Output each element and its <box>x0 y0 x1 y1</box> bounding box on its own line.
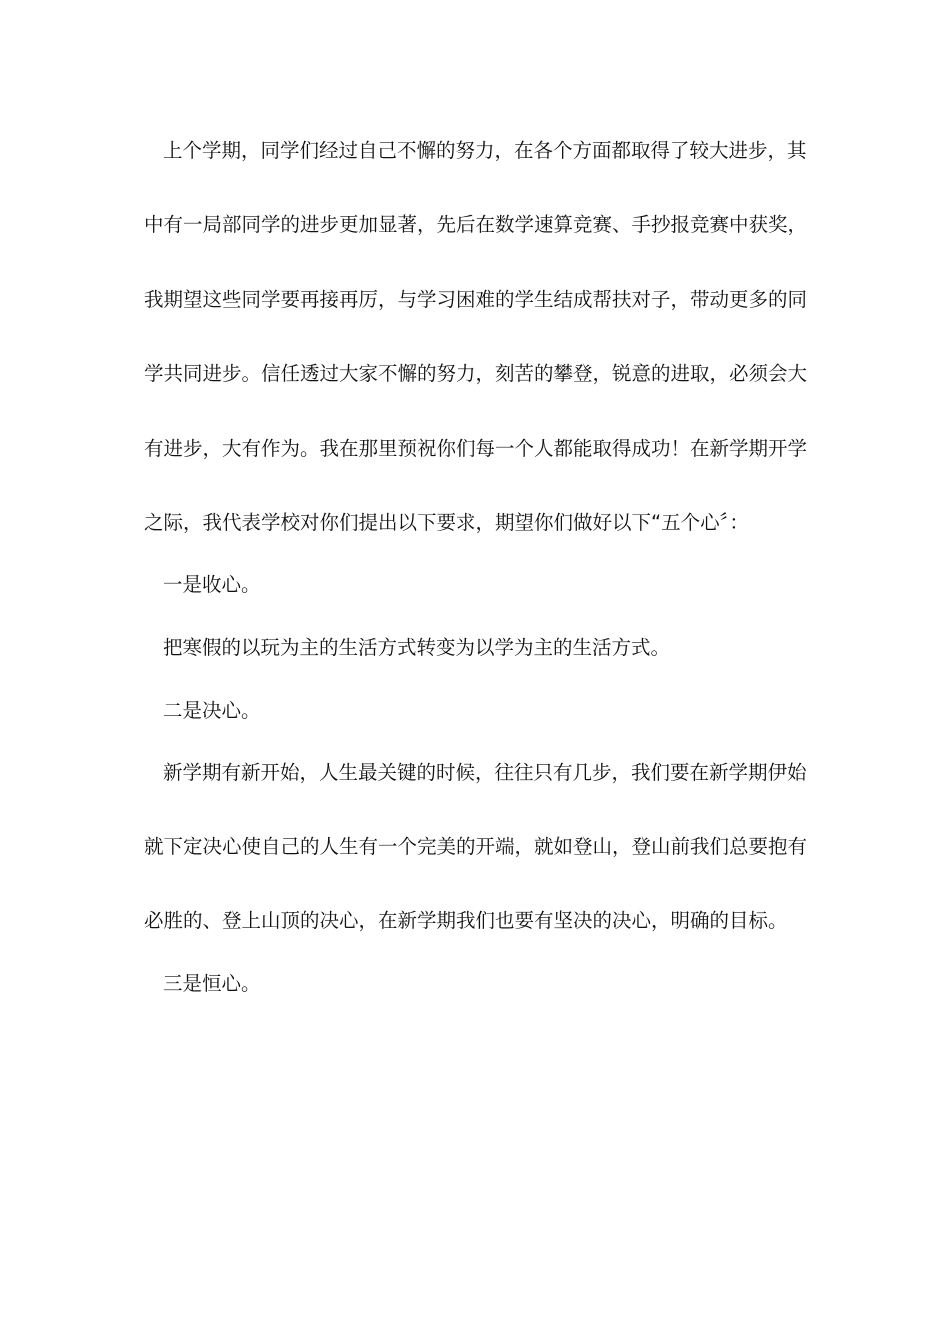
paragraph-1-line-4: 学共同进步。信任透过大家不懈的努力，刻苦的攀登，锐意的进取，必须会大 <box>144 362 808 385</box>
heading-jue-xin: 二是决心。 <box>163 699 261 722</box>
paragraph-1-line-2: 中有一局部同学的进步更加显著，先后在数学速算竞赛、手抄报竞赛中获奖， <box>144 213 808 236</box>
heading-shou-xin: 一是收心。 <box>163 573 261 596</box>
heading-heng-xin: 三是恒心。 <box>163 972 261 995</box>
paragraph-1-line-3: 我期望这些同学要再接再厉，与学习困难的学生结成帮扶对子，带动更多的同 <box>144 288 808 311</box>
paragraph-1-line-5: 有进步，大有作为。我在那里预祝你们每一个人都能取得成功！在新学期开学 <box>144 437 808 460</box>
paragraph-3-line-2: 就下定决心使自己的人生有一个完美的开端，就如登山，登山前我们总要抱有 <box>144 835 808 858</box>
paragraph-2: 把寒假的以玩为主的生活方式转变为以学为主的生活方式。 <box>163 636 671 659</box>
paragraph-3-line-1: 新学期有新开始，人生最关键的时候，往往只有几步，我们要在新学期伊始 <box>163 761 807 784</box>
paragraph-1-line-6: 之际，我代表学校对你们提出以下要求，期望你们做好以下“五个心〞： <box>144 511 749 534</box>
paragraph-3-line-3: 必胜的、登上山顶的决心，在新学期我们也要有坚决的决心，明确的目标。 <box>144 909 788 932</box>
paragraph-1-line-1: 上个学期，同学们经过自己不懈的努力，在各个方面都取得了较大进步，其 <box>163 139 807 162</box>
